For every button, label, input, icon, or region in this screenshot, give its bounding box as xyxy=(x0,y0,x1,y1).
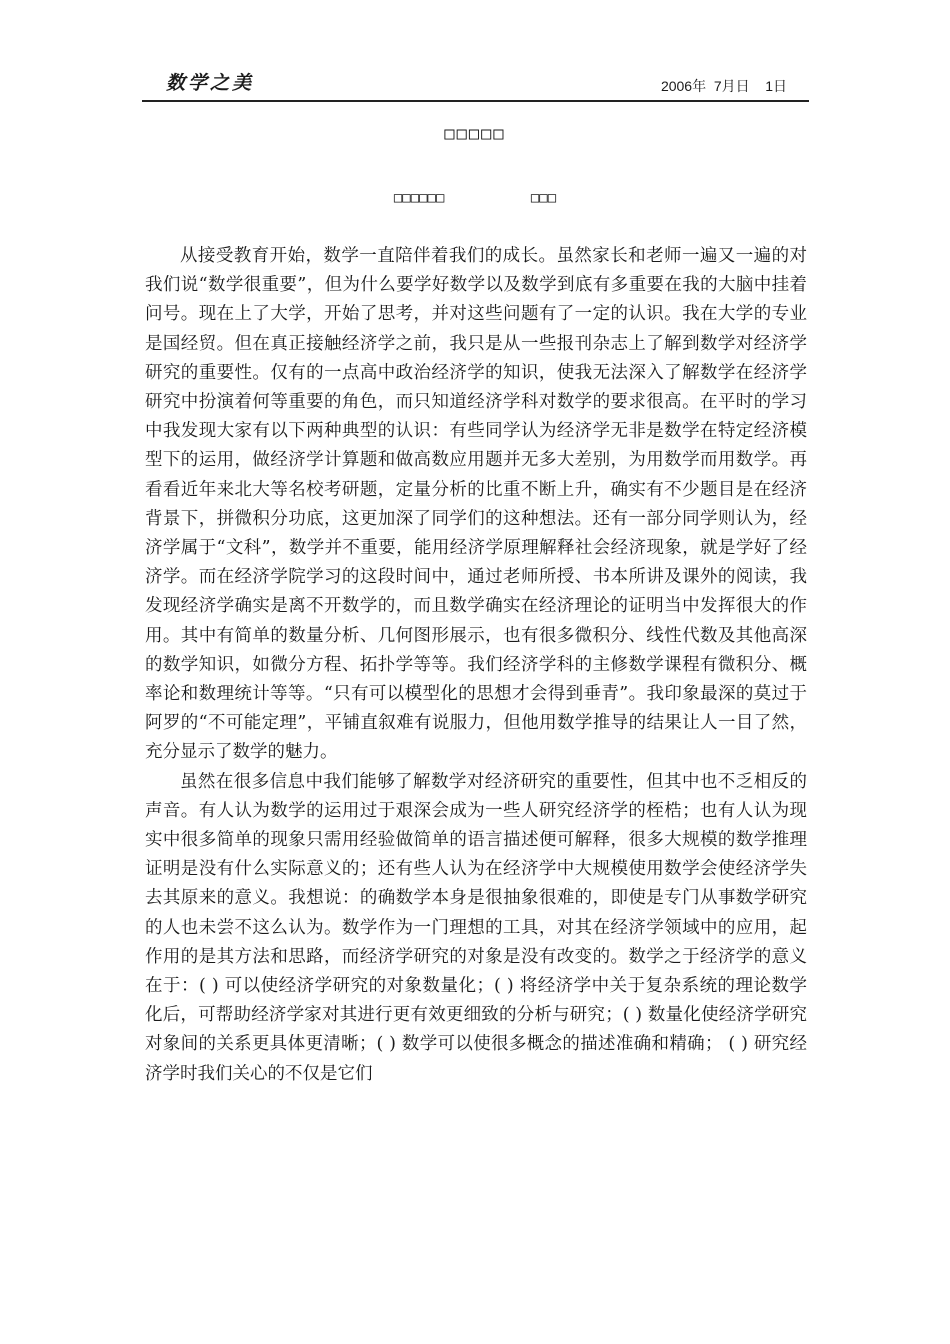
page-header xyxy=(142,66,809,102)
author-affiliation: □□□□□□ xyxy=(393,190,445,206)
journal-name: 数学之美 xyxy=(166,72,255,94)
paragraph: 虽然在很多信息中我们能够了解数学对经济研究的重要性，但其中也不乏相反的声音。有人认为数学的运用过于艰深会成为一些人研究经济学的桎梏；也有人认为现实中很多简单的现象只需用经验做简单的语言描述便可解释，很多大规模的数学推理证明是没有什么实际意义的；还有些人认为在经济学中大规模使用数学会使经济学失去其原来的意义。我想说：的确数学本身是很抽象很难的，即使是专门从事数学研究的人也未尝不这么认为。数学作为一门理想的工具，对其在经济学领域中的应用，起作用的是其方法和思路，而经济学研究的对象是没有改变的。数学之于经济学的意义在于：( ) 可以使经济学研究的对象数量化；( ) 将经济学中关于复杂系统的理论数学化后，可帮助经济学家对其进行更有效更细致的分析与研究；( ) 数量化使经济学研究对象间的关系更具体更清晰；( ) 数学可以使很多概念的描述准确和精确； ( ) 研究经济学时我们关心的不仅是它们 xyxy=(145,771,807,1084)
author-line xyxy=(0,190,950,206)
paragraph: 从接受教育开始，数学一直陪伴着我们的成长。虽然家长和老师一遍又一遍的对我们说“数学很重要”，但为什么要学好数学以及数学到底有多重要在我的大脑中挂着问号。现在上了大学，开始了思考，并对这些问题有了一定的认识。我在大学的专业是国经贸。但在真正接触经济学之前，我只是从一些报刊杂志上了解到数学对经济学研究的重要性。仅有的一点高中政治经济学的知识，使我无法深入了解数学在经济学研究中扮演着何等重要的角色，而只知道经济学科对数学的要求很高。在平时的学习中我发现大家有以下两种典型的认识：有些同学认为经济学无非是数学在特定经济模型下的运用，做经济学计算题和做高数应用题并无多大差别，为用数学而用数学。再看看近年来北大等名校考研题，定量分析的比重不断上升，确实有不少题目是在经济背景下，拼微积分功底，这更加深了同学们的这种想法。还有一部分同学则认为，经济学属于“文科”，数学并不重要，能用经济学原理解释社会经济现象，就是学好了经济学。而在经济学院学习的这段时间中，通过老师所授、书本所讲及课外的阅读，我发现经济学确实是离不开数学的，而且数学确实在经济理论的证明当中发挥很大的作用。其中有简单的数量分析、几何图形展示，也有很多微积分、线性代数及其他高深的数学知识，如微分方程、拓扑学等等。我们经济学科的主修数学课程有微积分、概率论和数理统计等等。“只有可以模型化的思想才会得到垂青”。我印象最深的莫过于阿罗的“不可能定理”，平铺直叙难有说服力，但他用数学推导的结果让人一目了然，充分显示了数学的魅力。 xyxy=(145,246,807,763)
article-title: □□□□□ xyxy=(444,124,506,144)
issue-date: 2006年 7月日 1日 xyxy=(660,78,787,94)
author-name: □□□ xyxy=(530,190,557,206)
article-body xyxy=(145,242,807,1089)
